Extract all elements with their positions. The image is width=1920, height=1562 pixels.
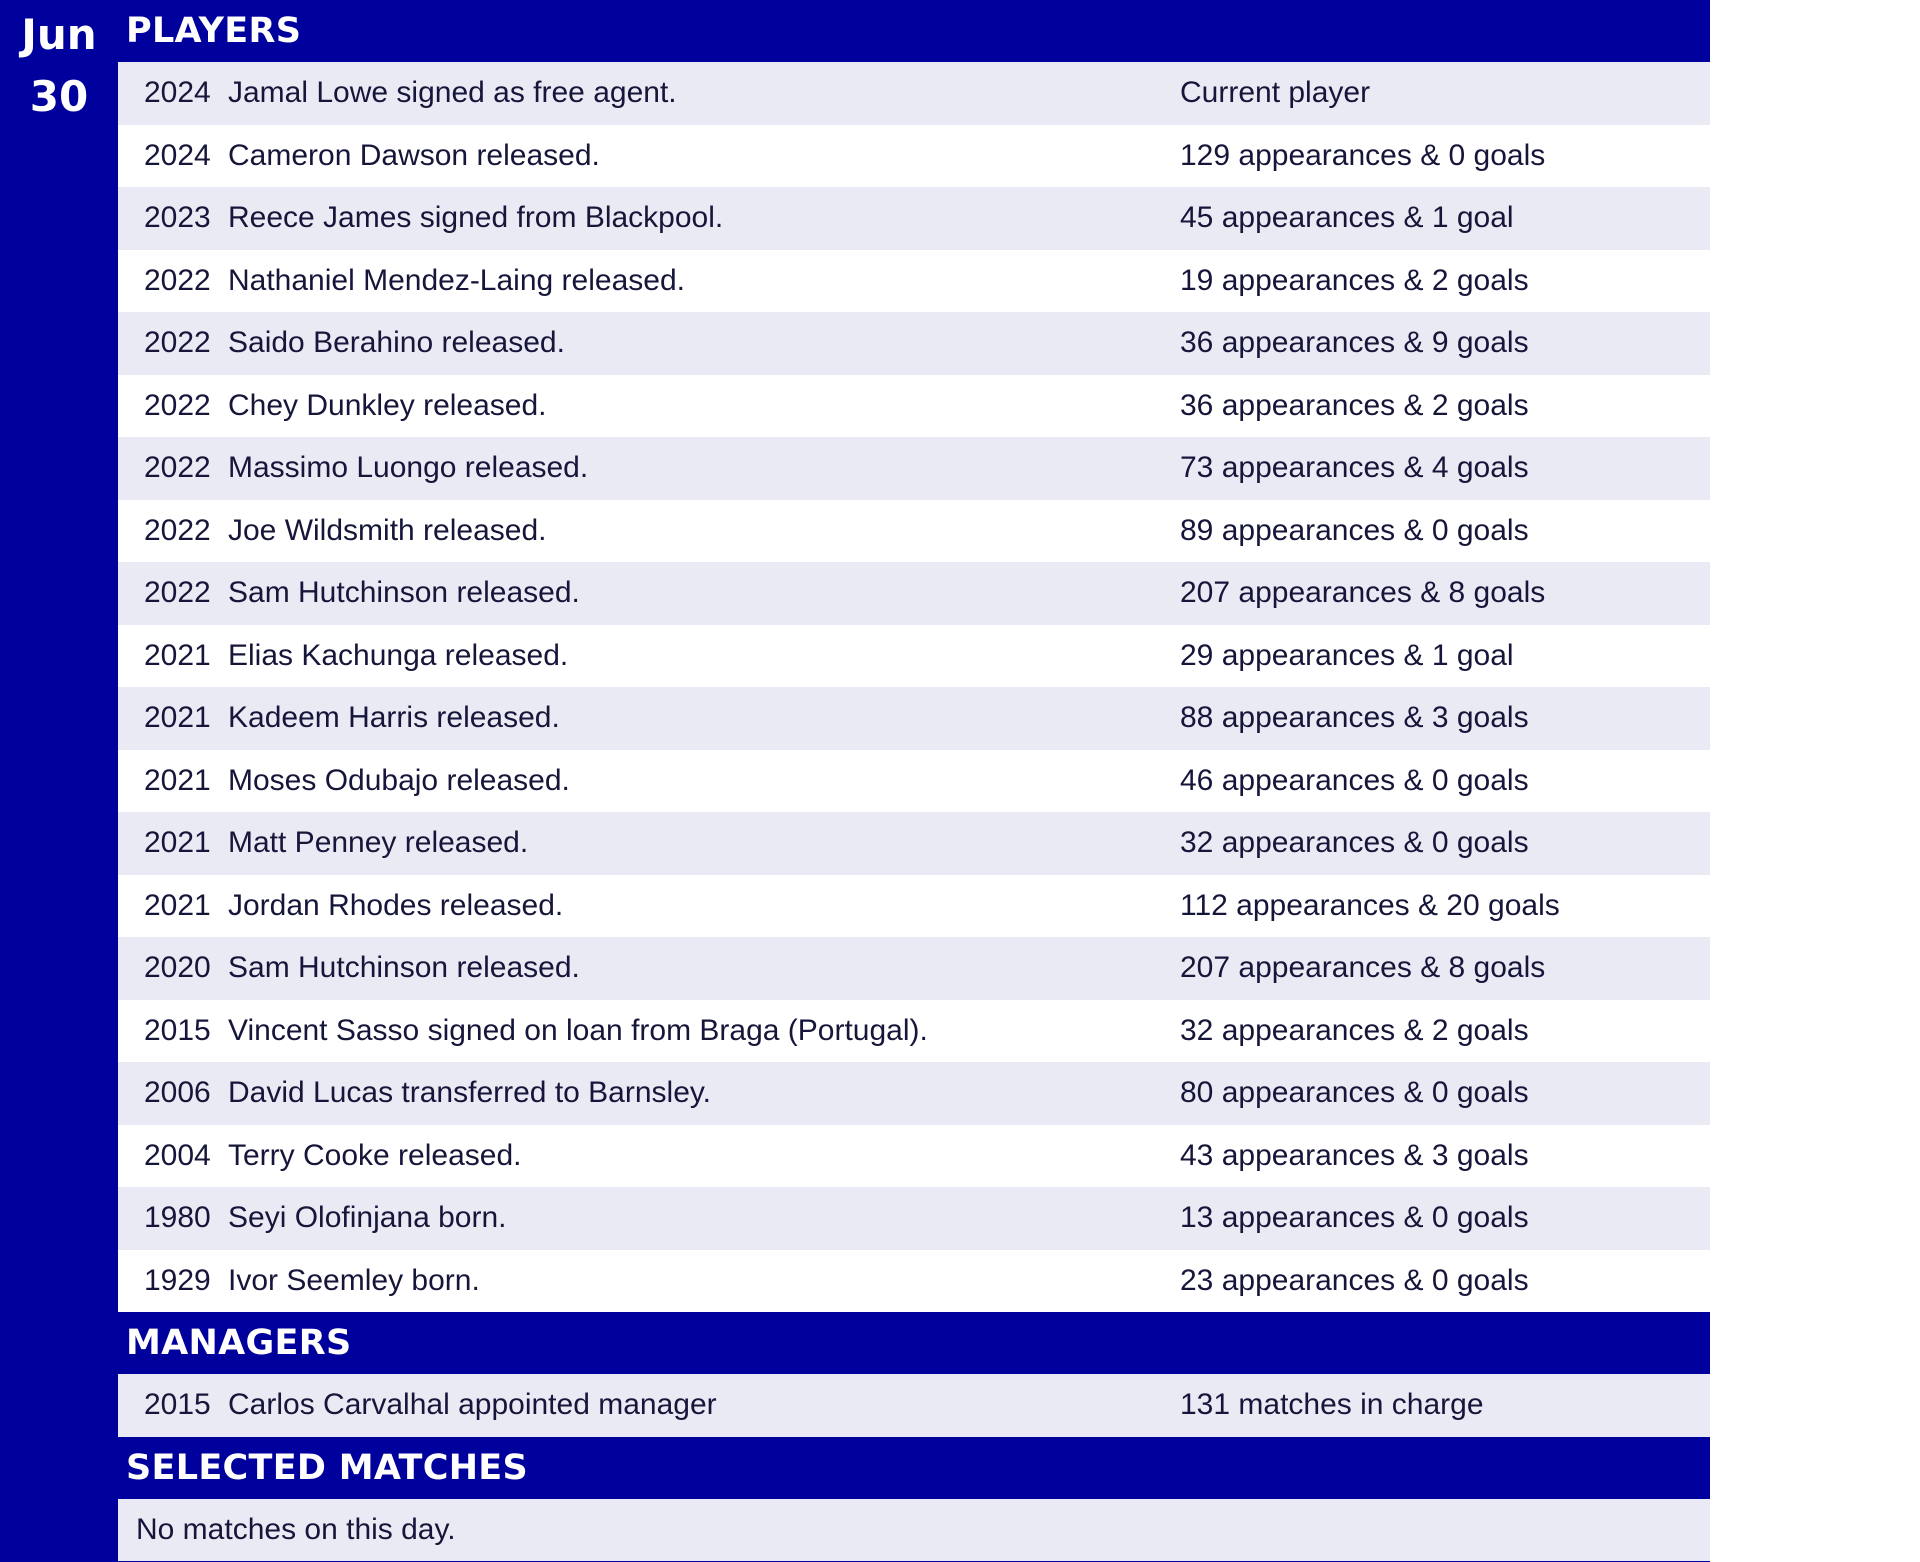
row-description: Chey Dunkley released. <box>228 388 547 422</box>
row-year: 2006 <box>144 1076 211 1110</box>
row-stat: 36 appearances & 2 goals <box>1180 388 1529 422</box>
row-stat: 89 appearances & 0 goals <box>1180 513 1529 547</box>
table-row <box>118 312 1710 375</box>
row-stat: 88 appearances & 3 goals <box>1180 701 1529 735</box>
matches-note: No matches on this day. <box>136 1512 456 1546</box>
row-stat: 32 appearances & 2 goals <box>1180 1013 1529 1047</box>
table-row <box>118 437 1710 500</box>
row-stat: 23 appearances & 0 goals <box>1180 1263 1529 1297</box>
row-stat: 207 appearances & 8 goals <box>1180 576 1546 610</box>
row-year: 2021 <box>144 701 211 735</box>
table-row <box>118 1125 1710 1188</box>
row-description: Sam Hutchinson released. <box>228 576 580 610</box>
table-row <box>118 1250 1710 1313</box>
row-year: 2021 <box>144 888 211 922</box>
table-row <box>118 1062 1710 1125</box>
row-description: Matt Penney released. <box>228 826 529 860</box>
row-year: 2020 <box>144 951 211 985</box>
row-description: Carlos Carvalhal appointed manager <box>228 1388 717 1422</box>
row-description: Massimo Luongo released. <box>228 451 589 485</box>
row-stat: 112 appearances & 20 goals <box>1180 888 1560 922</box>
table-row <box>118 812 1710 875</box>
matches-note-row <box>118 1499 1710 1562</box>
table-row <box>118 625 1710 688</box>
table-row <box>118 875 1710 938</box>
row-description: Terry Cooke released. <box>228 1138 522 1172</box>
table-row <box>118 562 1710 625</box>
row-description: Joe Wildsmith released. <box>228 513 547 547</box>
row-description: Jordan Rhodes released. <box>228 888 564 922</box>
matches-section-header: SELECTED MATCHES <box>118 1437 1710 1499</box>
table-row <box>118 750 1710 813</box>
table-row <box>118 125 1710 188</box>
row-stat: 45 appearances & 1 goal <box>1180 201 1514 235</box>
table-row <box>118 687 1710 750</box>
managers-section-header: MANAGERS <box>118 1312 1710 1374</box>
table-row <box>118 62 1710 125</box>
date-day: 30 <box>29 72 89 121</box>
row-year: 2021 <box>144 638 211 672</box>
row-year: 2004 <box>144 1138 211 1172</box>
table-row <box>118 1374 1710 1437</box>
row-description: Kadeem Harris released. <box>228 701 560 735</box>
row-stat: 32 appearances & 0 goals <box>1180 826 1529 860</box>
content-area <box>118 0 1710 1561</box>
row-stat: 36 appearances & 9 goals <box>1180 326 1529 360</box>
row-stat: 43 appearances & 3 goals <box>1180 1138 1529 1172</box>
row-stat: 13 appearances & 0 goals <box>1180 1201 1529 1235</box>
table-row <box>118 187 1710 250</box>
row-description: Moses Odubajo released. <box>228 763 570 797</box>
row-description: Sam Hutchinson released. <box>228 951 580 985</box>
row-description: Seyi Olofinjana born. <box>228 1201 507 1235</box>
row-description: Reece James signed from Blackpool. <box>228 201 724 235</box>
row-year: 2015 <box>144 1013 211 1047</box>
players-list <box>118 62 1710 1312</box>
row-description: Jamal Lowe signed as free agent. <box>228 76 677 110</box>
row-year: 2015 <box>144 1388 211 1422</box>
row-stat: 207 appearances & 8 goals <box>1180 951 1546 985</box>
row-year: 2021 <box>144 826 211 860</box>
table-row <box>118 500 1710 563</box>
row-stat: 73 appearances & 4 goals <box>1180 451 1529 485</box>
row-year: 1980 <box>144 1201 211 1235</box>
row-year: 1929 <box>144 1263 211 1297</box>
row-year: 2022 <box>144 263 211 297</box>
row-year: 2022 <box>144 576 211 610</box>
row-year: 2022 <box>144 326 211 360</box>
row-year: 2024 <box>144 138 211 172</box>
row-stat: Current player <box>1180 76 1371 110</box>
row-description: Cameron Dawson released. <box>228 138 600 172</box>
managers-list <box>118 1374 1710 1437</box>
table-row <box>118 375 1710 438</box>
row-description: Nathaniel Mendez-Laing released. <box>228 263 685 297</box>
row-stat: 29 appearances & 1 goal <box>1180 638 1514 672</box>
table-row <box>118 1187 1710 1250</box>
row-stat: 19 appearances & 2 goals <box>1180 263 1529 297</box>
row-year: 2022 <box>144 513 211 547</box>
row-stat: 129 appearances & 0 goals <box>1180 138 1546 172</box>
row-description: Saido Berahino released. <box>228 326 565 360</box>
table-row <box>118 1000 1710 1063</box>
row-year: 2022 <box>144 388 211 422</box>
row-year: 2024 <box>144 76 211 110</box>
row-description: Vincent Sasso signed on loan from Braga (Portugal). <box>228 1013 928 1047</box>
row-description: Ivor Seemley born. <box>228 1263 480 1297</box>
date-month: Jun <box>21 10 97 59</box>
date-badge <box>0 0 118 126</box>
row-stat: 80 appearances & 0 goals <box>1180 1076 1529 1110</box>
row-description: Elias Kachunga released. <box>228 638 569 672</box>
row-stat: 46 appearances & 0 goals <box>1180 763 1529 797</box>
row-year: 2022 <box>144 451 211 485</box>
table-row <box>118 937 1710 1000</box>
table-row <box>118 250 1710 313</box>
row-stat: 131 matches in charge <box>1180 1388 1484 1422</box>
row-year: 2021 <box>144 763 211 797</box>
row-year: 2023 <box>144 201 211 235</box>
players-section-header: PLAYERS <box>118 0 1710 62</box>
row-description: David Lucas transferred to Barnsley. <box>228 1076 712 1110</box>
